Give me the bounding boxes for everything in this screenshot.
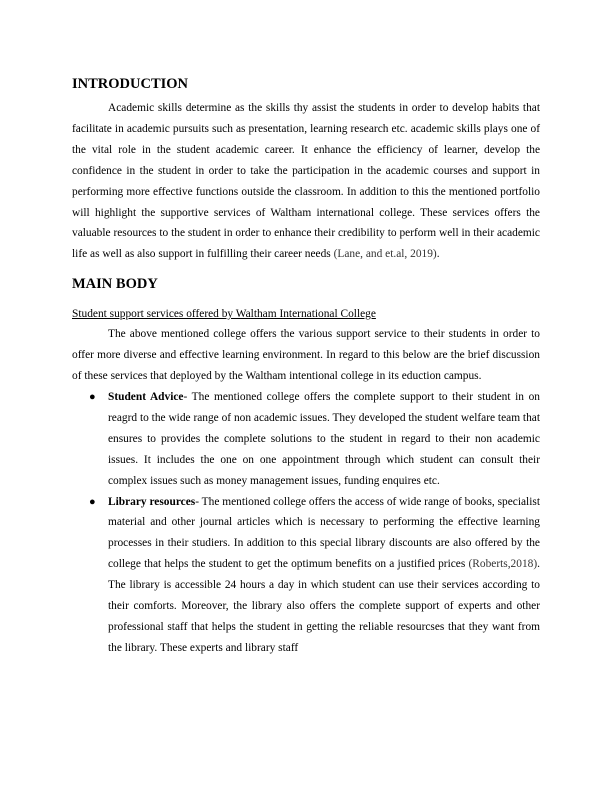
support-services-subheading: Student support services offered by Waltham International College (72, 308, 376, 321)
bullet-icon: ● (89, 390, 96, 403)
introduction-citation: (Lane, and et.al, 2019) (333, 248, 437, 261)
introduction-end: . (436, 248, 440, 261)
list-item-library-resources (72, 492, 540, 659)
bullet-title: Library resources (108, 495, 196, 508)
support-services-list (72, 387, 540, 659)
introduction-paragraph (72, 98, 540, 265)
introduction-heading: INTRODUCTION (72, 76, 189, 92)
main-body-heading: MAIN BODY (72, 276, 158, 293)
introduction-text: Academic skills determine as the skills thy assist the students in order to develop habits that facilitate in academic pursuits such as presentation, learning research etc. academic skills plays one of the vital role in the student academic career. It enhance the efficiency of learner, develop the confidence in the student in order to take the participation in the academic courses and support in performing more effective functions outside the classroom. In addition to this the mentioned portfolio will highlight the supportive services of Waltham international college. These services offers the valuable resources to the student in order to enhance their credibility to perform well in their academic life as well as also support in fulfilling their career needs (72, 102, 540, 261)
list-item-student-advice (72, 387, 540, 492)
library-citation: (Roberts,2018) (468, 558, 538, 571)
bullet-icon: ● (89, 495, 96, 508)
bullet-text: - The mentioned college offers the access of wide range of books, specialist material and other journal articles which is necessary to performing the effective learning processes in their studiers. In addition to this special library discounts are also offered by the college that helps the student to get the optimum benefits on a justified prices (108, 495, 540, 571)
bullet-text-continued: . The library is accessible 24 hours a day in which student can use their services according to their comforts. Moreover, the library also offers the complete support of experts and other professional staff that helps the student in getting the reliable resourcses that they want from the library. These experts and library staff (108, 558, 540, 654)
document-page (72, 74, 540, 659)
bullet-title: Student Advice (108, 390, 184, 403)
bullet-text: - The mentioned college offers the complete support to their student in on reagrd to the wide range of non academic issues. They developed the student welfare team that ensures to provides the complete solutions to the student in regard to their non academic issues. It includes the one on one appointment through which student can consult their complex issues such as money management issues, funding enquires etc. (108, 390, 540, 487)
main-body-paragraph: The above mentioned college offers the various support service to their students in order to offer more diverse and effective learning environment. In regard to this below are the brief discussion of these services that deployed by the Waltham intentional college in its eduction campus. (72, 328, 540, 383)
